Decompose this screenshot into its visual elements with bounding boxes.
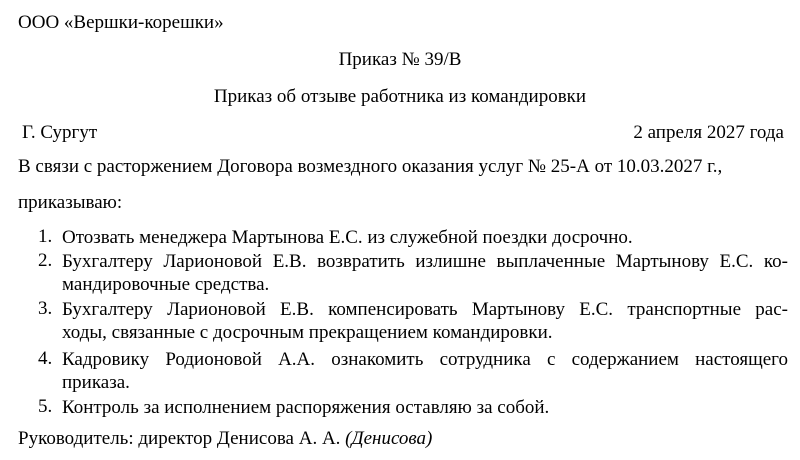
list-item-line: Кадровику Родионовой А.А. ознакомить сотрудника с содержанием настоящего <box>62 349 788 370</box>
list-item-number: 4. <box>38 348 53 369</box>
list-item <box>0 250 788 296</box>
list-item-text <box>62 396 788 419</box>
city: Г. Сургут <box>22 122 98 143</box>
list-item-line: Бухгалтеру Ларионовой Е.В. компенсировать Мартынову Е.С. транспортные рас- <box>62 299 788 320</box>
decree-word: приказываю: <box>18 192 123 213</box>
list-item-line: Контроль за исполнением распоряжения оставляю за собой. <box>62 397 550 418</box>
list-item-number: 2. <box>38 250 53 271</box>
list-item-line: ходы, связанные с досрочным прекращением командировки. <box>62 322 553 343</box>
list-item-line: Бухгалтеру Ларионовой Е.В. возвратить излишне выплаченные Мартынову Е.С. ко- <box>62 251 788 272</box>
list-item-number: 3. <box>38 298 53 319</box>
list-item-line: Отозвать менеджера Мартынова Е.С. из служебной поездки досрочно. <box>62 227 633 248</box>
list-item <box>0 226 788 249</box>
list-item-line: мандировочные средства. <box>62 274 270 295</box>
list-item-number: 1. <box>38 226 53 247</box>
signature-label: Руководитель: директор Денисова А. А. <box>18 428 341 449</box>
order-number: Приказ № 39/В <box>338 49 462 70</box>
list-item-text <box>62 250 788 296</box>
list-item-text <box>62 348 788 394</box>
order-date: 2 апреля 2027 года <box>633 122 784 143</box>
signature-handwritten: (Денисова) <box>345 428 433 449</box>
intro-paragraph: В связи с расторжением Договора возмездного оказания услуг № 25-А от 10.03.2027 г., <box>18 156 723 177</box>
list-item-text <box>62 298 788 344</box>
signature-line <box>18 428 432 450</box>
list-item <box>0 396 788 419</box>
list-item-number: 5. <box>38 396 53 417</box>
list-item-line: приказа. <box>62 372 130 393</box>
list-item-text <box>62 226 788 249</box>
company-name: ООО «Вершки-корешки» <box>18 12 224 33</box>
list-item <box>0 298 788 344</box>
list-item <box>0 348 788 394</box>
order-title: Приказ об отзыве работника из командировки <box>213 86 587 107</box>
